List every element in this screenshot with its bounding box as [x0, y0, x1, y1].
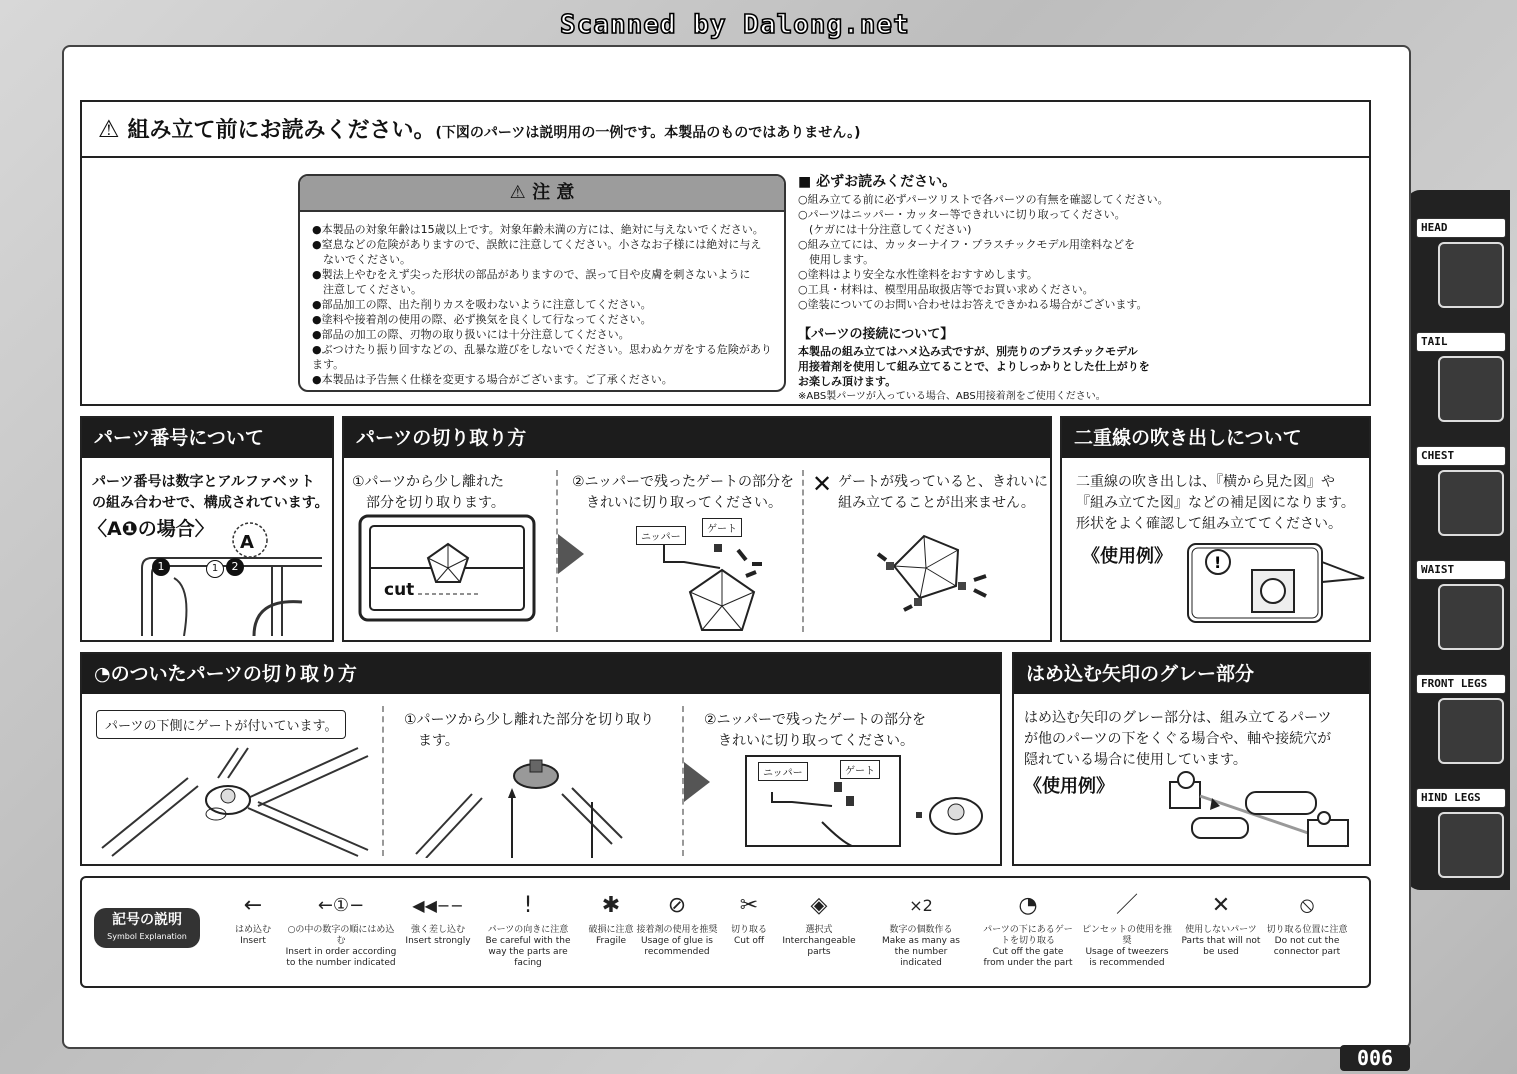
symbol-ja: 選択式 [805, 925, 833, 935]
symbol-not-used [1176, 885, 1266, 958]
cut-step-3-line: ゲートが残っていると、きれいに [838, 474, 1048, 490]
symbol-cut-position [1260, 885, 1354, 958]
gate-label: ゲート [702, 518, 742, 537]
connection-note: ※ABS製パーツが入っている場合、ABS用接着剤をご使用ください。 [798, 391, 1106, 402]
must-read-item: (ケガには十分注意してください) [798, 223, 972, 236]
runner-cut-diagram [358, 514, 538, 624]
insert-strongly-icon: ◀◀−− [412, 895, 464, 915]
under-gate-step-1-line: ①パーツから少し離れた部分を切り取り [404, 712, 654, 728]
section-title: 二重線の吹き出しについて [1062, 418, 1369, 458]
connection-title: 【パーツの接続について】 [798, 327, 954, 342]
double-line-balloon-diagram [1186, 542, 1366, 626]
gate-label: ゲート [840, 760, 880, 779]
waist-thumbnail [1438, 584, 1504, 650]
under-gate-step-2 [704, 710, 926, 752]
side-tab-hind-legs[interactable] [1410, 788, 1506, 888]
insert-arrow-icon: ← [243, 892, 263, 918]
cut-step-3 [838, 472, 1048, 514]
section-title: はめ込む矢印のグレー部分 [1014, 654, 1369, 694]
runner-diagram [82, 518, 328, 636]
part-number-example: 〈A❶の場合〉 [88, 518, 214, 540]
symbol-en: Usage of glue is recommended [641, 936, 713, 957]
times-two-icon: ×2 [909, 895, 933, 915]
label-gate-1: 1 [206, 560, 224, 578]
cut-label: cut [384, 580, 415, 600]
symbol-facing [478, 885, 578, 969]
symbol-en: Insert [240, 936, 266, 946]
step-arrow [684, 762, 710, 802]
hind-legs-thumbnail [1438, 812, 1504, 878]
page-title: 組み立て前にお読みください。 [127, 118, 436, 143]
under-gate-step-2-line: きれいに切り取ってください。 [718, 733, 914, 749]
caution-item: ●ぶつけたり振り回すなどの、乱暴な遊びをしないでください。思わぬケガをする危険があります。 [312, 343, 772, 371]
symbol-ja: ○の中の数字の順にはめ込む [287, 925, 395, 946]
symbol-ja: パーツの下にあるゲートを切り取る [983, 925, 1073, 946]
page-number: 006 [1340, 1045, 1410, 1071]
under-gate-note: パーツの下側にゲートが付いています。 [96, 710, 346, 739]
step-arrow [558, 534, 584, 574]
chest-thumbnail [1438, 470, 1504, 536]
cut-step-1-line: ①パーツから少し離れた [352, 474, 504, 490]
part-number-line: の組み合わせで、構成されています。 [92, 495, 329, 511]
symbol-en: Cut off [733, 936, 765, 946]
step-divider [382, 706, 386, 856]
symbol-ja: ピンセットの使用を推奨 [1082, 925, 1173, 946]
symbol-en: Insert in order according to the number indicated [285, 947, 397, 968]
insert-order-icon: ←①− [317, 894, 365, 916]
symbol-tweezers [1082, 885, 1172, 969]
must-read-item: ○パーツはニッパー・カッター等できれいに切り取ってください。 [798, 208, 1126, 221]
double-line-line: 二重線の吹き出しは、『横から見た図』や [1076, 474, 1335, 490]
part-number-text [92, 472, 329, 514]
symbol-insert-order [285, 885, 397, 969]
side-tab-tail[interactable] [1410, 332, 1506, 432]
caution-box [298, 174, 786, 392]
symbol-interchangeable [774, 885, 864, 958]
caution-item: ●本製品は予告無く仕様を変更する場合がございます。ご了承ください。 [312, 373, 673, 386]
side-tab-label: TAIL [1416, 332, 1506, 352]
scissors-icon: ✂ [739, 892, 759, 918]
ng-cross-icon: ✕ [812, 470, 833, 498]
side-tab-label: HIND LEGS [1416, 788, 1506, 808]
symbol-ja: 切り取る位置に注意 [1266, 925, 1348, 935]
side-tab-front-legs[interactable] [1410, 674, 1506, 774]
symbol-en: Insert strongly [405, 936, 471, 946]
connection-text: 本製品の組み立てはハメ込み式ですが、別売りのプラスチックモデル [798, 345, 1138, 358]
part-number-line: パーツ番号は数字とアルファベット [92, 474, 315, 490]
scan-watermark: Scanned by Dalong.net [560, 10, 910, 40]
section-title: パーツの切り取り方 [344, 418, 1050, 458]
gray-arrow-line: はめ込む矢印のグレー部分は、組み立てるパーツ [1024, 710, 1332, 726]
gray-arrow-example: 《使用例》 [1024, 776, 1114, 797]
side-tab-chest[interactable] [1410, 446, 1506, 546]
symbol-ja: 強く差し込む [410, 925, 465, 935]
symbol-ja: 破損に注意 [588, 925, 634, 935]
tail-thumbnail [1438, 356, 1504, 422]
symbol-ja: はめ込む [234, 925, 271, 935]
bad-gate-diagram [874, 526, 1004, 616]
interchangeable-icon: ◈ [810, 892, 828, 918]
caution-item: ●部品の加工の際、刃物の取り扱いには十分注意してください。 [312, 328, 630, 341]
part-number-section [80, 416, 334, 642]
symbol-en: Interchangeable parts [782, 936, 856, 957]
symbol-ja: パーツの向きに注意 [487, 925, 569, 935]
read-before-assembly-section [80, 100, 1371, 406]
caution-item: ないでください。 [312, 253, 411, 266]
symbol-legend-title [94, 908, 200, 948]
step-divider [802, 470, 806, 632]
double-line-section [1060, 416, 1371, 642]
cutting-section [342, 416, 1052, 642]
symbol-en: Cut off the gate from under the part [983, 947, 1073, 968]
caution-item: 注意してください。 [312, 283, 422, 296]
gray-arrow-text [1024, 708, 1331, 771]
gray-arrow-diagram [1160, 766, 1366, 860]
under-gate-icon: ◔ [94, 663, 111, 685]
must-read-title: ■ 必ずお読みください。 [798, 174, 957, 190]
under-gate-step-1 [404, 710, 654, 752]
caution-item: ●本製品の対象年齢は15歳以上です。対象年齢未満の方には、絶対に与えないでください。 [312, 223, 764, 236]
side-tab-label: FRONT LEGS [1416, 674, 1506, 694]
side-tab-label: CHEST [1416, 446, 1506, 466]
side-tab-label: WAIST [1416, 560, 1506, 580]
double-line-line: 形状をよく確認して組み立ててください。 [1076, 516, 1342, 532]
cut-step-1-line: 部分を切り取ります。 [366, 495, 505, 511]
label-number-1: 1 [152, 558, 170, 576]
section-header [82, 102, 1369, 158]
symbol-en: Parts that will not be used [1181, 936, 1261, 957]
nipper-label: ニッパー [636, 526, 686, 545]
cut-step-3-line: 組み立てることが出来ません。 [838, 495, 1035, 511]
gray-arrow-line: が他のパーツの下をくぐる場合や、軸や接続穴が [1024, 731, 1332, 747]
cut-position-icon: ⦸ [1299, 892, 1315, 918]
under-gate-step-1-line: ます。 [418, 733, 459, 749]
symbol-ja: 接着剤の使用を推奨 [636, 925, 718, 935]
double-line-text [1076, 472, 1355, 535]
glue-icon: ⊘ [667, 892, 687, 918]
symbol-en: Usage of tweezers is recommended [1085, 947, 1169, 968]
double-line-line: 『組み立てた図』などの補足図になります。 [1076, 495, 1355, 511]
side-tab-head[interactable] [1410, 218, 1506, 318]
under-gate-step-2-line: ②ニッパーで残ったゲートの部分を [704, 712, 926, 728]
symbol-title: 記号の説明 [112, 912, 182, 928]
under-gate-section [80, 652, 1002, 866]
under-gate-runner-diagram [98, 738, 378, 858]
symbol-make-many [876, 885, 966, 969]
caution-title: 注 意 [532, 182, 575, 203]
symbol-en: Be careful with the way the parts are facing [485, 936, 571, 968]
warning-triangle-icon: ⚠ [98, 115, 120, 143]
page-subtitle: (下図のパーツは説明用の一例です。本製品のものではありません。) [435, 125, 861, 141]
symbol-insert-strongly [393, 885, 483, 947]
nipper-label: ニッパー [758, 762, 808, 781]
must-read-item: 使用します。 [798, 253, 875, 266]
connection-text: 用接着剤を使用して組み立てることで、よりしっかりとした仕上がりを [798, 360, 1150, 373]
cut-step-1 [352, 472, 505, 514]
section-title: のついたパーツの切り取り方 [110, 663, 357, 685]
section-title: パーツ番号について [82, 418, 332, 458]
caution-item: ●窒息などの危険がありますので、誤飲に注意してください。小さなお子様には絶対に与え [312, 238, 762, 251]
symbol-en: Do not cut the connector part [1273, 936, 1341, 957]
not-used-icon: ✕ [1211, 892, 1231, 918]
gray-arrow-section [1012, 652, 1371, 866]
symbol-en: Make as many as the number indicated [881, 936, 960, 968]
head-thumbnail [1438, 242, 1504, 308]
tweezers-icon: ／ [1115, 892, 1138, 918]
caution-item: ●部品加工の際、出た削りカスを吸わないように注意してください。 [312, 298, 652, 311]
fragile-icon: ✱ [601, 892, 621, 918]
must-read-item: ○組み立てる前に必ずパーツリストで各パーツの有無を確認してください。 [798, 193, 1169, 206]
cut-step-2 [572, 472, 794, 514]
symbol-ja: 使用しないパーツ [1185, 925, 1257, 935]
cut-step-2-line: きれいに切り取ってください。 [586, 495, 782, 511]
side-tab-label: HEAD [1416, 218, 1506, 238]
cut-step-2-line: ②ニッパーで残ったゲートの部分を [572, 474, 794, 490]
symbol-under-gate [982, 885, 1074, 969]
warning-triangle-icon: ⚠ [509, 182, 533, 203]
section-header [82, 654, 1000, 694]
must-read-item: ○工具・材料は、模型用品取扱店等でお買い求めください。 [798, 283, 1094, 296]
label-a: A [240, 532, 254, 553]
symbol-subtitle: Symbol Explanation [107, 932, 187, 941]
connection-text: お楽しみ頂けます。 [798, 375, 897, 388]
symbol-ja: 数字の個数作る [889, 925, 953, 935]
under-gate-icon: ◔ [1018, 892, 1038, 918]
symbol-en: Fragile [596, 936, 626, 946]
svg-text:!: ! [1214, 553, 1222, 572]
must-read-item: ○塗料はより安全な水性塗料をおすすめします。 [798, 268, 1038, 281]
double-line-example: 《使用例》 [1082, 546, 1172, 567]
must-read-block [798, 172, 1218, 405]
caution-list [300, 212, 784, 387]
must-read-item: ○塗装についてのお問い合わせはお答えできかねる場合がございます。 [798, 298, 1148, 311]
gray-arrow-line: 隠れている場合に使用しています。 [1024, 752, 1247, 768]
label-number-2: 2 [226, 558, 244, 576]
symbol-ja: 切り取る [730, 925, 767, 935]
caution-header [300, 176, 784, 212]
caution-item: ●塗料や接着剤の使用の際、必ず換気を良くして行なってください。 [312, 313, 652, 326]
side-tab-waist[interactable] [1410, 560, 1506, 660]
under-gate-cut-diagram [412, 754, 672, 858]
must-read-item: ○組み立てには、カッターナイフ・プラスチックモデル用塗料などを [798, 238, 1135, 251]
caution-item: ●製法上やむをえず尖った形状の部品がありますので、誤って目や皮膚を刺さないように [312, 268, 751, 281]
exclamation-icon: ! [523, 892, 533, 918]
front-legs-thumbnail [1438, 698, 1504, 764]
